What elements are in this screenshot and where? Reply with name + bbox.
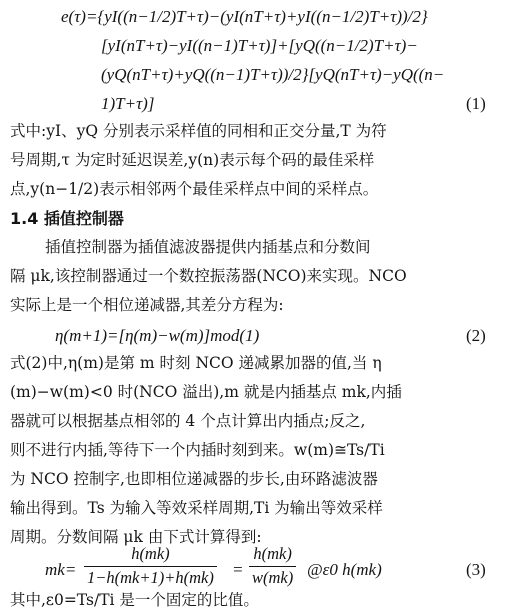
paragraph-3-line-6: 输出得到。Ts 为输入等效采样周期,Ti 为输出等效采样 bbox=[10, 499, 383, 517]
paragraph-2-line-3: 实际上是一个相位递减器,其差分方程为: bbox=[10, 296, 284, 314]
equation-1-line-3: (yQ(nT+τ)+yQ((n−1)T+τ))/2}[yQ(nT+τ)−yQ((n− bbox=[101, 65, 445, 84]
paragraph-3-line-4: 则不进行内插,等待下一个内插时刻到来。w(m)≅Ts/Ti bbox=[10, 441, 385, 459]
paragraph-1-line-1: 式中:yI、yQ 分别表示采样值的同相和正交分量,T 为符 bbox=[10, 122, 387, 140]
equation-2-number: (2) bbox=[466, 326, 486, 345]
equation-3-lhs: mk= bbox=[45, 560, 77, 579]
section-heading: 1.4 插值控制器 bbox=[10, 209, 124, 228]
equation-3-equals: = bbox=[232, 560, 244, 579]
paragraph-3-line-5: 为 NCO 控制字,也即相位递减器的步长,由环路滤波器 bbox=[10, 470, 378, 488]
equation-1-line-4: 1)T+τ)] bbox=[101, 94, 155, 113]
paragraph-3-line-3: 器就可以根据基点相邻的 4 个点计算出内插点;反之, bbox=[10, 412, 366, 430]
paragraph-2-line-2: 隔 μk,该控制器通过一个数控振荡器(NCO)来实现。NCO bbox=[10, 267, 407, 285]
equation-1-line-2: [yI(nT+τ)−yI((n−1)T+τ)]+[yQ((n−1/2)T+τ)− bbox=[101, 36, 418, 55]
paragraph-3-line-1: 式(2)中,η(m)是第 m 时刻 NCO 递减累加器的值,当 η bbox=[10, 354, 382, 372]
paragraph-2-line-1: 插值控制器为插值滤波器提供内插基点和分数间 bbox=[45, 238, 371, 256]
equation-1-line-1: e(τ)={yI((n−1/2)T+τ)−(yI(nT+τ)+yI((n−1/2)T+τ))/2} bbox=[61, 7, 428, 26]
equation-3-fraction-2-numerator: h(mk) bbox=[253, 544, 292, 563]
paragraph-3-line-7: 周期。分数间隔 μk 由下式计算得到: bbox=[10, 528, 262, 546]
equation-3-fraction-1-denominator: 1−h(mk+1)+h(mk) bbox=[87, 567, 214, 587]
equation-1-number: (1) bbox=[466, 94, 486, 113]
equation-3-number: (3) bbox=[466, 560, 486, 579]
equation-3-fraction-1 bbox=[84, 546, 217, 586]
equation-3-fraction-2-denominator: w(mk) bbox=[252, 567, 294, 587]
paragraph-4-line-1: 其中,ε0=Ts/Ti 是一个固定的比值。 bbox=[10, 591, 259, 609]
paragraph-1-line-2: 号周期,τ 为定时延迟误差,y(n)表示每个码的最佳采样 bbox=[10, 151, 375, 169]
equation-3-fraction-1-numerator: h(mk) bbox=[131, 544, 170, 563]
equation-3-fraction-2 bbox=[249, 546, 296, 586]
paragraph-3-line-2: (m)−w(m)<0 时(NCO 溢出),m 就是内插基点 mk,内插 bbox=[10, 383, 402, 401]
paragraph-1-line-3: 点,y(n−1/2)表示相邻两个最佳采样点中间的采样点。 bbox=[10, 180, 379, 198]
equation-2: η(m+1)=[η(m)−w(m)]mod(1) bbox=[55, 326, 260, 345]
equation-3-rhs: @ε0 h(mk) bbox=[307, 560, 382, 579]
